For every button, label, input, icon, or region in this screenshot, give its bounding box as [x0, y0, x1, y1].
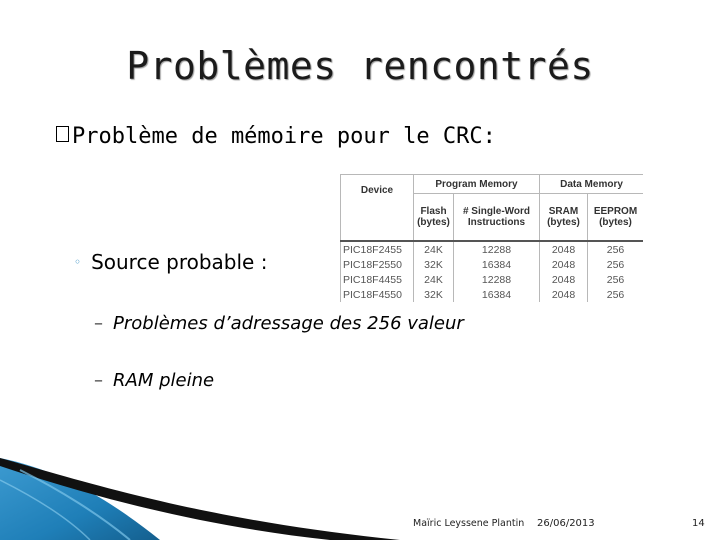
memory-table-image: [340, 174, 643, 308]
table-cell: PIC18F4550: [341, 287, 414, 302]
table-cell: PIC18F2455: [341, 241, 414, 257]
table-cell: 256: [588, 241, 644, 257]
table-cell: 2048: [540, 257, 588, 272]
table-cell: 32K: [414, 287, 454, 302]
table-subheader-flash: Flash (bytes): [414, 194, 454, 242]
table-cell: 256: [588, 272, 644, 287]
table-row: [341, 272, 644, 287]
table-cell: 16384: [454, 257, 540, 272]
bullet-sub-text: Source probable :: [91, 250, 268, 274]
footer-page-number: 14: [692, 518, 705, 529]
dash-bullet-icon: –: [94, 370, 103, 391]
table-row: [341, 287, 644, 302]
table-subheader-eeprom: EEPROM (bytes): [588, 194, 644, 242]
bullet-main-text: Problème de mémoire pour le CRC:: [72, 124, 496, 149]
table-cell: 24K: [414, 241, 454, 257]
table-row: [341, 257, 644, 272]
table-row: [341, 241, 644, 257]
table-cell: 2048: [540, 287, 588, 302]
table-cell: 256: [588, 257, 644, 272]
circle-bullet-icon: ◦: [74, 255, 82, 269]
memory-table: [340, 174, 643, 302]
table-cell: 2048: [540, 272, 588, 287]
table-subheader-instructions: # Single-Word Instructions: [454, 194, 540, 242]
table-cell: PIC18F2550: [341, 257, 414, 272]
table-cell: 12288: [454, 241, 540, 257]
bullet-detail-1: [94, 313, 464, 334]
checkbox-bullet-icon: [56, 126, 69, 142]
bullet-detail-2: [94, 370, 214, 391]
dash-bullet-icon: –: [94, 313, 103, 334]
table-subheader-sram: SRAM (bytes): [540, 194, 588, 242]
table-cell: PIC18F4455: [341, 272, 414, 287]
footer-authors: Maïric Leyssene Plantin: [413, 518, 525, 529]
table-header-device: Device: [341, 175, 414, 242]
table-cell: 2048: [540, 241, 588, 257]
table-header-data-memory: Data Memory: [540, 175, 644, 194]
bullet-detail-1-text: Problèmes d’adressage des 256 valeur: [113, 313, 464, 334]
bullet-main: [56, 124, 496, 149]
table-cell: 12288: [454, 272, 540, 287]
bullet-detail-2-text: RAM pleine: [113, 370, 215, 391]
table-cell: 256: [588, 287, 644, 302]
table-cell: 24K: [414, 272, 454, 287]
bullet-sub: [74, 250, 267, 274]
corner-wave-decoration-icon: [0, 440, 400, 540]
table-cell: 16384: [454, 287, 540, 302]
table-cell: 32K: [414, 257, 454, 272]
table-header-program-memory: Program Memory: [414, 175, 540, 194]
slide-title: Problèmes rencontrés: [126, 44, 594, 88]
footer-date: 26/06/2013: [537, 518, 595, 529]
